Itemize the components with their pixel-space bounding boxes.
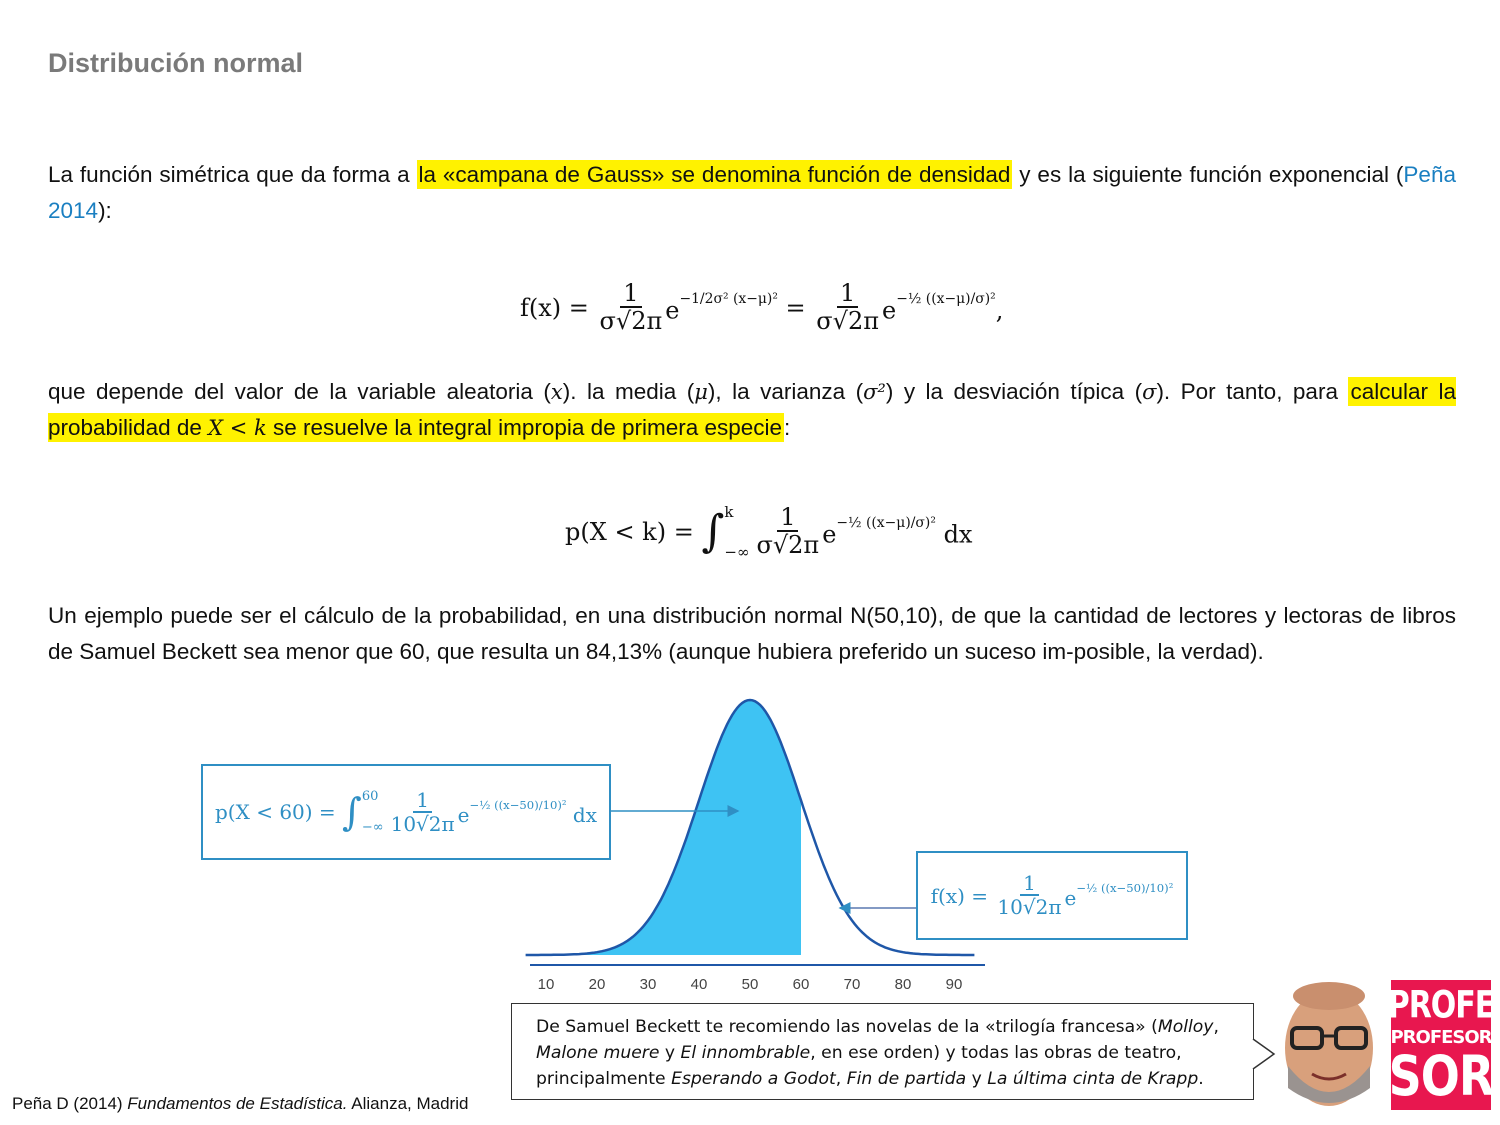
example-paragraph: Un ejemplo puede ser el cálculo de la probabilidad, en una distribución normal N(50,10), de que la cantidad de lectores y lectoras de libros de Samuel Beckett sea menor que 60, que resulta un 84,13% (aunque hubiera preferido un suceso im-posible, la verdad).	[48, 603, 1456, 664]
x-tick-label: 90	[945, 976, 963, 993]
integral-formula: p(X < k) = ∫ k −∞ $\frac{1}{\sigma√2\pi}$ $e^{-\frac{1}{2} ((x-\mu)/\sigma)^2}$ dx	[565, 503, 973, 561]
x-axis-tick-labels	[538, 976, 963, 993]
profesor-logo: PROFE PROFESOR SOR	[1391, 980, 1491, 1110]
intro-paragraph: La función simétrica que da forma a la «campana de Gauss» se denomina función de densidad y es la siguiente función exponencial (Peña 2014):	[48, 162, 1456, 223]
density-formula: f(x) = $\frac{1}{\sigma√2\pi}$ $e^{-1/2\sigma^2 (x-\mu)^2}$ = $\frac{1}{\sigma√2\pi}$ $e^{-\frac{1}{2} ((x-\mu)/\sigma)^2}$,	[520, 279, 1004, 336]
recommendation-note: De Samuel Beckett te recomiendo las novelas de la «trilogía francesa» (Molloy, Malone muere y El innombrable, en ese orden) y todas las obras de teatro, principalmente Esperando a Godot, Fin de partida y La última cinta de Krapp.	[511, 1003, 1254, 1100]
density-box: f(x) = $\frac{1}{10√2\pi}$ $e^{-\frac{1}{2} ((x-50)/10)^2}$	[916, 851, 1188, 940]
citation-link[interactable]: Peña 2014	[48, 162, 1456, 223]
reference-citation: Peña D (2014) Fundamentos de Estadística. Alianza, Madrid	[12, 1094, 469, 1113]
x-tick-label: 40	[690, 976, 708, 993]
x-tick-label: 50	[741, 976, 759, 993]
page-title: Distribución normal	[48, 48, 304, 78]
x-tick-label: 70	[843, 976, 861, 993]
variables-paragraph: que depende del valor de la variable aleatoria (x). la media (μ), la varianza (σ²) y la desviación típica (σ). Por tanto, para calcular la probabilidad de X < k se resuelve la integral impropia de primera especie:	[48, 379, 1456, 440]
x-tick-label: 80	[894, 976, 912, 993]
x-tick-label: 10	[537, 976, 555, 993]
highlighted-text: la «campana de Gauss» se denomina función de densidad	[418, 162, 1011, 187]
integral-box: p(X < 60) = ∫ 60 −∞ $\frac{1}{10√2\pi}$ $e^{-\frac{1}{2} ((x-50)/10)^2}$ dx	[201, 764, 611, 860]
speech-bubble-tail	[1252, 1038, 1278, 1072]
highlighted-text-2: calcular la probabilidad de X < k se resuelve la integral impropia de primera especie	[48, 379, 1456, 440]
x-tick-label: 60	[792, 976, 810, 993]
arrows	[600, 790, 930, 920]
avatar	[1278, 978, 1380, 1110]
x-tick-label: 30	[639, 976, 657, 993]
x-tick-label: 20	[588, 976, 606, 993]
